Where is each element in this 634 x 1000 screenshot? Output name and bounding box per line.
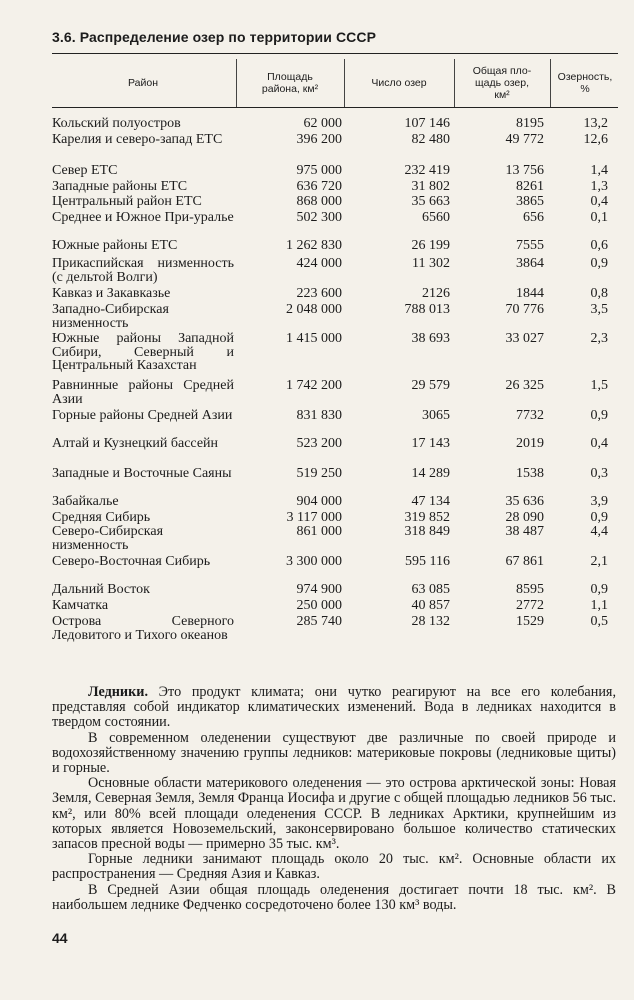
region-cell: Центральный район ЕТС: [52, 194, 202, 209]
lake-ratio-cell: 0,3: [590, 466, 608, 481]
region-cell: Среднее и Южное При-уралье: [52, 210, 234, 225]
total-area-cell: 1844: [516, 286, 544, 301]
header-divider: [550, 59, 551, 107]
lake-ratio-cell: 0,4: [590, 436, 608, 451]
paragraph: Основные области материкового оледенения — это острова арктической зоны: Новая Земля, Северная Земля, Земля Франца Иосифа и другие с общей площадью ледников 56 тыс. км², или 80% всей площади оледенения СССР. В ледниках Арктики, крупнейшим из которых является Новоземельский, законсервировано большое количество статических запасов пресной воды — примерно 35 тыс. км³.: [52, 775, 616, 853]
paragraph: В Средней Азии общая площадь оледенения достигает почти 18 тыс. км². В наибольшем леднике Федченко сосредоточено более 130 км³ воды.: [52, 881, 616, 913]
total-area-cell: 67 861: [505, 554, 544, 569]
lake-ratio-cell: 13,2: [583, 116, 608, 131]
count-cell: 788 013: [404, 302, 450, 317]
area-cell: 285 740: [296, 614, 342, 629]
area-cell: 3 300 000: [286, 554, 342, 569]
region-cell: Западные и Восточные Саяны: [52, 466, 232, 481]
total-area-cell: 2019: [516, 436, 544, 451]
table-header-rule: [52, 107, 618, 108]
total-area-cell: 1529: [516, 614, 544, 629]
region-cell: Дальний Восток: [52, 582, 150, 597]
lake-ratio-cell: 0,9: [590, 510, 608, 525]
count-cell: 28 132: [411, 614, 450, 629]
count-cell: 35 663: [411, 194, 450, 209]
total-area-cell: 3864: [516, 256, 544, 271]
region-cell: Горные районы Средней Азии: [52, 408, 233, 423]
area-cell: 502 300: [296, 210, 342, 225]
lake-ratio-cell: 1,5: [590, 378, 608, 393]
count-cell: 14 289: [411, 466, 450, 481]
area-cell: 523 200: [296, 436, 342, 451]
count-cell: 6560: [422, 210, 450, 225]
area-cell: 974 900: [296, 582, 342, 597]
count-cell: 2126: [422, 286, 450, 301]
area-cell: 975 000: [296, 163, 342, 178]
lake-ratio-cell: 0,9: [590, 256, 608, 271]
total-area-cell: 8195: [516, 116, 544, 131]
count-cell: 38 693: [411, 331, 450, 346]
area-cell: 62 000: [303, 116, 342, 131]
count-cell: 3065: [422, 408, 450, 423]
total-area-cell: 35 636: [505, 494, 544, 509]
count-cell: 26 199: [411, 238, 450, 253]
lake-ratio-cell: 0,8: [590, 286, 608, 301]
area-cell: 1 262 830: [286, 238, 342, 253]
lake-ratio-cell: 0,6: [590, 238, 608, 253]
header-count: Число озер: [371, 77, 427, 89]
area-cell: 1 415 000: [286, 331, 342, 346]
count-cell: 63 085: [411, 582, 450, 597]
area-cell: 519 250: [296, 466, 342, 481]
lake-ratio-cell: 1,1: [590, 598, 608, 613]
lake-ratio-cell: 2,1: [590, 554, 608, 569]
header-divider: [236, 59, 237, 107]
region-cell: Кавказ и Закавказье: [52, 286, 171, 301]
page-number: 44: [52, 930, 68, 946]
total-area-cell: 7555: [516, 238, 544, 253]
lake-ratio-cell: 1,3: [590, 179, 608, 194]
header-region: Район: [128, 77, 158, 89]
region-cell: Средняя Сибирь: [52, 510, 151, 525]
region-cell: Равнинные районы Средней Азии: [52, 378, 234, 407]
count-cell: 232 419: [404, 163, 450, 178]
area-cell: 3 117 000: [286, 510, 342, 525]
lake-ratio-cell: 0,9: [590, 582, 608, 597]
area-cell: 250 000: [296, 598, 342, 613]
table-header: [52, 59, 618, 107]
lake-ratio-cell: 4,4: [590, 524, 608, 539]
region-cell: Север ЕТС: [52, 163, 118, 178]
table-top-rule: [52, 53, 618, 54]
total-area-cell: 7732: [516, 408, 544, 423]
table-title: 3.6. Распределение озер по территории СССР: [52, 29, 377, 45]
paragraph-text: Это продукт климата; они чутко реагируют на все его колебания, представляя собой индикатор климатических изменений. Вода в ледниках находится в твердом состоянии.: [52, 684, 616, 731]
region-cell: Острова Северного Ледовитого и Тихого океанов: [52, 614, 234, 643]
total-area-cell: 8595: [516, 582, 544, 597]
total-area-cell: 38 487: [505, 524, 544, 539]
total-area-cell: 49 772: [505, 132, 544, 147]
lake-ratio-cell: 0,4: [590, 194, 608, 209]
area-cell: 861 000: [296, 524, 342, 539]
region-cell: Южные районы Западной Сибири, Северный и Центральный Казахстан: [52, 331, 234, 373]
count-cell: 319 852: [404, 510, 450, 525]
count-cell: 40 857: [411, 598, 450, 613]
lake-ratio-cell: 12,6: [583, 132, 608, 147]
total-area-cell: 8261: [516, 179, 544, 194]
area-cell: 223 600: [296, 286, 342, 301]
count-cell: 47 134: [411, 494, 450, 509]
header-divider: [344, 59, 345, 107]
header-area: Площадь района, км²: [261, 71, 319, 95]
region-cell: Камчатка: [52, 598, 109, 613]
total-area-cell: 13 756: [505, 163, 544, 178]
region-cell: Алтай и Кузнецкий бассейн: [52, 436, 219, 451]
count-cell: 11 302: [412, 256, 450, 271]
header-lake-ratio: Озерность, %: [557, 71, 613, 95]
area-cell: 396 200: [296, 132, 342, 147]
total-area-cell: 28 090: [505, 510, 544, 525]
area-cell: 831 830: [296, 408, 342, 423]
count-cell: 31 802: [411, 179, 450, 194]
area-cell: 424 000: [296, 256, 342, 271]
total-area-cell: 3865: [516, 194, 544, 209]
region-cell: Западные районы ЕТС: [52, 179, 188, 194]
count-cell: 595 116: [405, 554, 450, 569]
count-cell: 17 143: [411, 436, 450, 451]
region-cell: Кольский полуостров: [52, 116, 181, 131]
total-area-cell: 70 776: [505, 302, 544, 317]
area-cell: 636 720: [296, 179, 342, 194]
area-cell: 1 742 200: [286, 378, 342, 393]
glaciers-heading: Ледники.: [88, 684, 149, 700]
area-cell: 868 000: [296, 194, 342, 209]
total-area-cell: 2772: [516, 598, 544, 613]
total-area-cell: 33 027: [505, 331, 544, 346]
region-cell: Забайкалье: [52, 494, 119, 509]
area-cell: 904 000: [296, 494, 342, 509]
body-text: [52, 685, 616, 913]
count-cell: 107 146: [404, 116, 450, 131]
paragraph: В современном оледенении существуют две различные по своей природе и водохозяйственному значению группы ледников: материковые покровы (ледниковые щиты) и горные.: [52, 729, 616, 777]
header-divider: [454, 59, 455, 107]
region-cell: Северо-Восточная Сибирь: [52, 554, 211, 569]
paragraph: [52, 685, 616, 731]
count-cell: 82 480: [411, 132, 450, 147]
count-cell: 29 579: [411, 378, 450, 393]
lake-ratio-cell: 3,5: [590, 302, 608, 317]
lake-ratio-cell: 0,5: [590, 614, 608, 629]
total-area-cell: 1538: [516, 466, 544, 481]
region-cell: Южные районы ЕТС: [52, 238, 178, 253]
lake-ratio-cell: 0,9: [590, 408, 608, 423]
area-cell: 2 048 000: [286, 302, 342, 317]
region-cell: Западно-Сибирская низменность: [52, 302, 169, 331]
lake-ratio-cell: 3,9: [590, 494, 608, 509]
lake-ratio-cell: 1,4: [590, 163, 608, 178]
region-cell: Прикаспийская низменность (с дельтой Волги): [52, 256, 234, 285]
lake-ratio-cell: 2,3: [590, 331, 608, 346]
region-cell: Карелия и северо-запад ЕТС: [52, 132, 223, 147]
total-area-cell: 656: [523, 210, 544, 225]
lake-ratio-cell: 0,1: [590, 210, 608, 225]
region-cell: Северо-Сибирская низменность: [52, 524, 164, 553]
total-area-cell: 26 325: [505, 378, 544, 393]
paragraph: Горные ледники занимают площадь около 20 тыс. км². Основные области их распространения — Средняя Азия и Кавказ.: [52, 851, 616, 883]
count-cell: 318 849: [404, 524, 450, 539]
header-total-area: Общая пло- щадь озер, км²: [472, 65, 532, 101]
